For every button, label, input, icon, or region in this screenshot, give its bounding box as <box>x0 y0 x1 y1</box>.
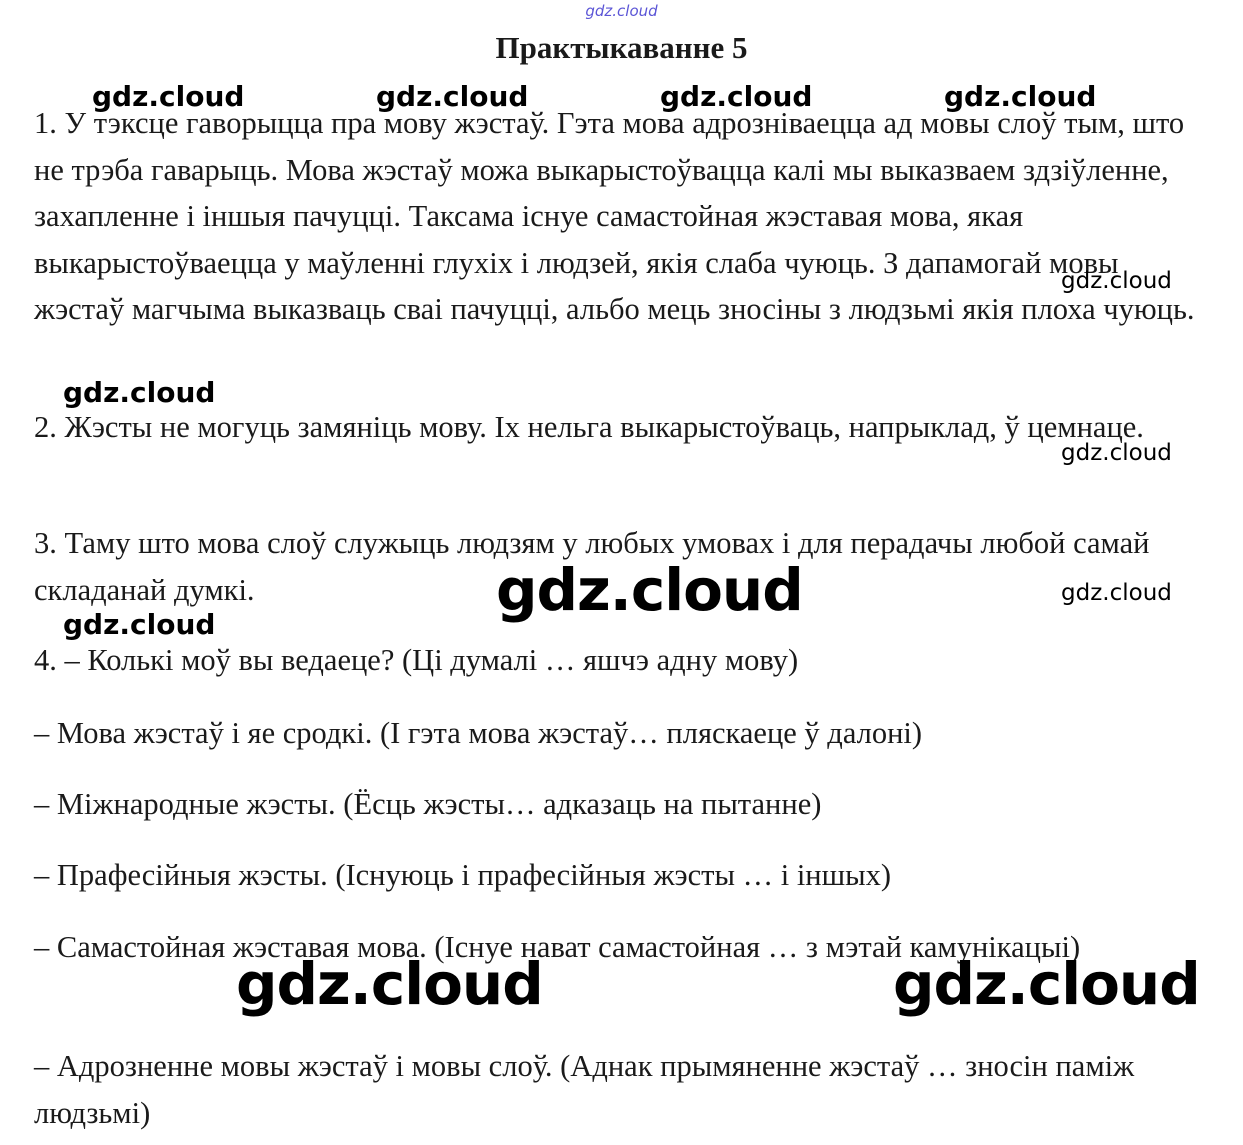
watermark: gdz.cloud <box>92 80 245 113</box>
page-title: Практыкаванне 5 <box>495 30 748 65</box>
watermark: gdz.cloud <box>1061 440 1172 466</box>
header-watermark: gdz.cloud <box>585 2 658 20</box>
watermark: gdz.cloud <box>660 80 813 113</box>
watermark: gdz.cloud <box>376 80 529 113</box>
watermark: gdz.cloud <box>496 556 803 624</box>
watermark: gdz.cloud <box>893 950 1200 1018</box>
paragraph-1: 1. У тэксце гаворыцца пра мову жэстаў. Гэта мова адрозніваецца ад мовы слоў тым, што не трэба гаварыць. Мова жэстаў можа выкарыстоўвацца калі мы выказваем здзіўленне, захапленне і іншыя пачуцці. Таксама існуе самастойная жэставая мова, якая выкарыстоўваецца у маўленні глухіх і людзей, якія слаба чуюць. З дапамогай мовы жэстаў магчыма выказваць сваі пачуцці, альбо мець зносіны з людзьмі якія плоха чуюць. <box>34 106 1195 326</box>
paragraph-5: – Мова жэстаў і яе сродкі. (І гэта мова жэстаў… пляскаеце ў далоні) <box>34 716 923 750</box>
paragraph-7: – Прафесійныя жэсты. (Існуюць і прафесійныя жэсты … і іншых) <box>34 858 892 892</box>
paragraph-2: 2. Жэсты не могуць замяніць мову. Іх нельга выкарыстоўваць, напрыклад, ў цемнаце. <box>34 410 1144 444</box>
watermark: gdz.cloud <box>1061 580 1172 606</box>
paragraph-9: – Адрозненне мовы жэстаў і мовы слоў. (Аднак прымяненне жэстаў … зносін паміж людзьмі) <box>34 1049 1135 1130</box>
watermark: gdz.cloud <box>1061 268 1172 294</box>
watermark: gdz.cloud <box>63 608 216 641</box>
paragraph-4: 4. – Колькі моў вы ведаеце? (Ці думалі … яшчэ адну мову) <box>34 643 799 677</box>
paragraph-6: – Міжнародные жэсты. (Ёсць жэсты… адказаць на пытанне) <box>34 787 822 821</box>
watermark: gdz.cloud <box>944 80 1097 113</box>
watermark: gdz.cloud <box>236 950 543 1018</box>
paragraph-3: 3. Таму што мова слоў служыць людзям у любых умовах і для перадачы любой самай складанай думкі. <box>34 526 1150 607</box>
paragraph-8: – Самастойная жэставая мова. (Існуе нават самастойная … з мэтай камунікацыі) <box>34 930 1081 964</box>
watermark: gdz.cloud <box>63 376 216 409</box>
